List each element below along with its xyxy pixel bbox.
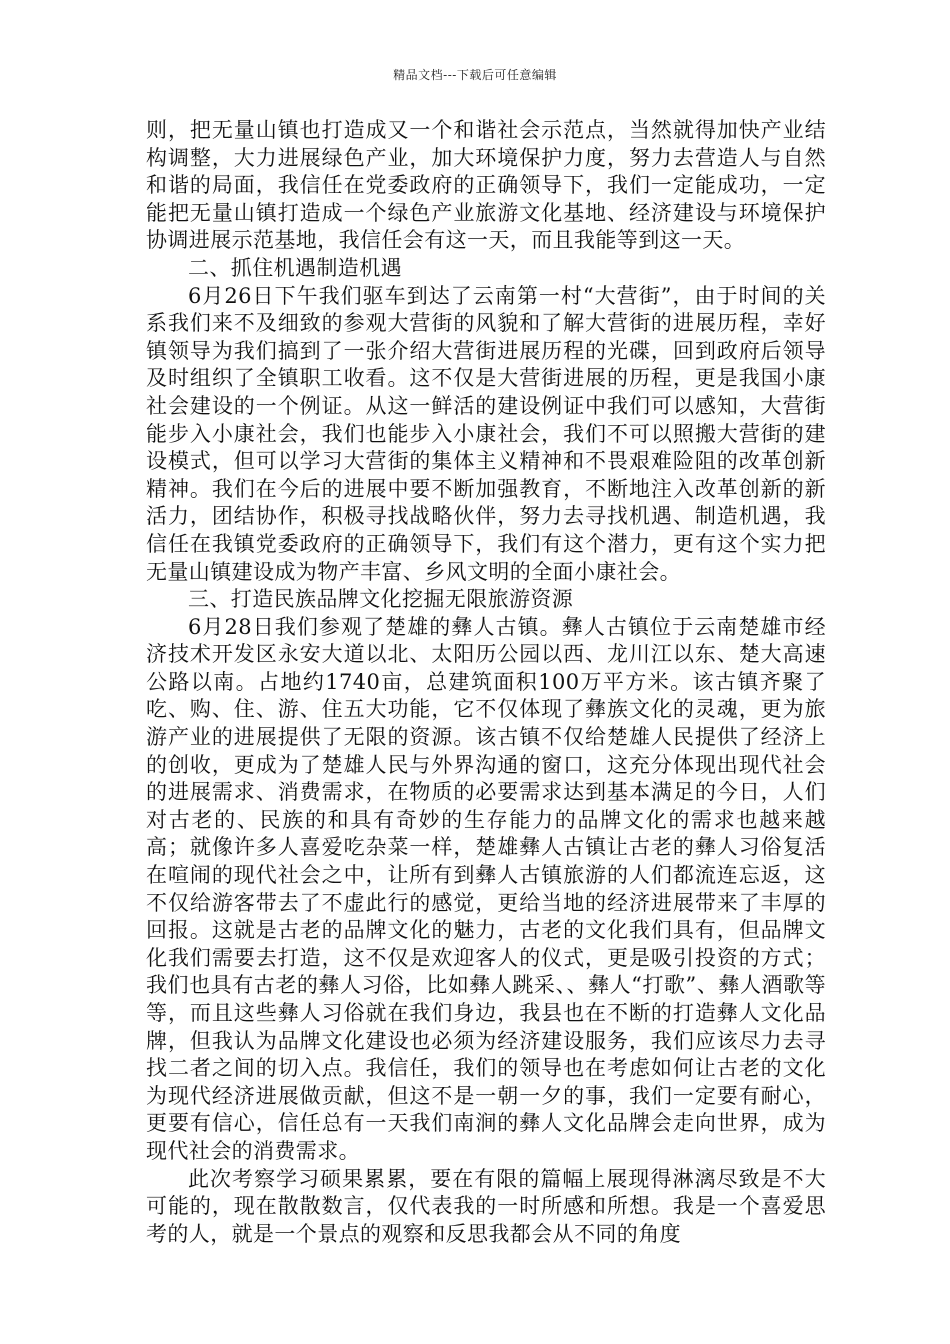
section-heading-2: 二、抓住机遇制造机遇 bbox=[188, 255, 402, 280]
document-body bbox=[146, 117, 826, 1248]
paragraph-summary: 此次考察学习硕果累累，要在有限的篇幅上展现得淋漓尽致是不大可能的，现在散散数言，仅代表我的一时所感和所想。我是一个喜爱思考的人，就是一个景点的观察和反思我都会从不同的角度 bbox=[146, 1166, 826, 1246]
paragraph-yiren-town: 6月28日我们参观了楚雄的彝人古镇。彝人古镇位于云南楚雄市经济技术开发区永安大道以北、太阳历公园以西、龙川江以东、楚大高速公路以南。占地约1740亩，总建筑面积100万平方米。该古镇齐聚了吃、购、住、游、住五大功能，它不仅体现了彝族文化的灵魂，更为旅游产业的进展提供了无限的资源。该古镇不仅给楚雄人民提供了经济上的创收，更成为了楚雄人民与外界沟通的窗口，这充分体现出现代社会的进展需求、消费需求，在物质的必要需求达到基本满足的今日，人们对古老的、民族的和具有奇妙的生存能力的品牌文化的需求也越来越高；就像许多人喜爱吃杂菜一样，楚雄彝人古镇让古老的彝人习俗复活在喧闹的现代社会之中，让所有到彝人古镇旅游的人们都流连忘返，这不仅给游客带去了不虚此行的感觉，更给当地的经济进展带来了丰厚的回报。这就是古老的品牌文化的魅力，古老的文化我们具有，但品牌文化我们需要去打造，这不仅是欢迎客人的仪式，更是吸引投资的方式；我们也具有古老的彝人习俗，比如彝人跳采、、彝人“打歌”、彝人酒歌等等，而且这些彝人习俗就在我们身边，我县也在不断的打造彝人文化品牌，但我认为品牌文化建设也必须为经济建设服务，我们应该尽力去寻找二者之间的切入点。我信任，我们的领导也在考虑如何让古老的文化为现代经济进展做贡献，但这不是一朝一夕的事，我们一定要有耐心，更要有信心，信任总有一天我们南涧的彝人文化品牌会走向世界，成为现代社会的消费需求。 bbox=[146, 614, 826, 1163]
section-heading-3: 三、打造民族品牌文化挖掘无限旅游资源 bbox=[188, 587, 574, 612]
paragraph-continued: 则，把无量山镇也打造成又一个和谐社会示范点，当然就得加快产业结构调整，大力进展绿色产业，加大环境保护力度，努力去营造人与自然和谐的局面，我信任在党委政府的正确领导下，我们一定能成功，一定能把无量山镇打造成一个绿色产业旅游文化基地、经济建设与环境保护协调进展示范基地，我信任会有这一天，而且我能等到这一天。 bbox=[146, 118, 826, 253]
page-header: 精品文档---下载后可任意编辑 bbox=[393, 68, 557, 82]
paragraph-dayingjie: 6月26日下午我们驱车到达了云南第一村“大营街”，由于时间的关系我们来不及细致的参观大营街的风貌和了解大营街的进展历程，幸好镇领导为我们搞到了一张介绍大营街进展历程的光碟，回到政府后领导及时组织了全镇职工收看。这不仅是大营街进展的历程，更是我国小康社会建设的一个例证。从这一鲜活的建设例证中我们可以感知，大营街能步入小康社会，我们也能步入小康社会，我们不可以照搬大营街的建设模式，但可以学习大营街的集体主义精神和不畏艰难险阻的改革创新精神。我们在今后的进展中要不断加强教育，不断地注入改革创新的新活力，团结协作，积极寻找战略伙伴，努力去寻找机遇、制造机遇，我信任在我镇党委政府的正确领导下，我们有这个潜力，更有这个实力把无量山镇建设成为物产丰富、乡风文明的全面小康社会。 bbox=[146, 283, 826, 584]
